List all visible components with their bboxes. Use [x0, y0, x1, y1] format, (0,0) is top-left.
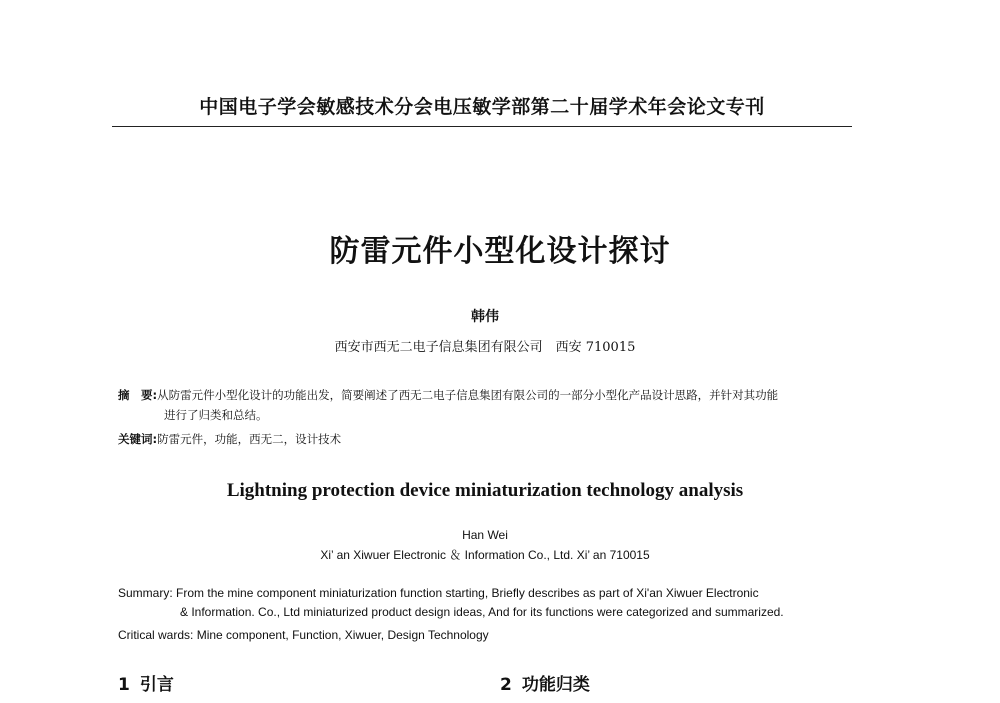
section-title: 引言: [139, 675, 174, 695]
header-rule: [112, 126, 852, 127]
section-heading-function-classification: [500, 670, 590, 695]
section-number: 2: [500, 675, 512, 695]
paper-title-en: Lightning protection device miniaturization technology analysis: [226, 480, 744, 501]
affiliation-en: Xi’ an Xiwuer Electronic ＆ Information Co., Ltd. Xi’ an 710015: [320, 548, 650, 562]
keywords-en: [118, 626, 858, 645]
abstract-cn: [118, 385, 858, 425]
keywords-label-cn: 关键词:: [118, 432, 158, 446]
keywords-value-cn: 防雷元件，功能，西无二，设计技术: [157, 432, 342, 446]
keywords-cn: [118, 429, 858, 449]
section-title: 功能归类: [521, 675, 590, 695]
abstract-label-cn: 摘 要:: [118, 388, 158, 402]
summary-line1-en: From the mine component miniaturization function starting, Briefly describes as part of Xi'an Xiwuer Electronic: [176, 586, 759, 600]
journal-header: 中国电子学会敏感技术分会电压敏学部第二十届学术年会论文专刊: [199, 96, 765, 118]
summary-en: [118, 584, 858, 622]
abstract-line1-cn: 从防雷元件小型化设计的功能出发，简要阐述了西无二电子信息集团有限公司的一部分小型化产品设计思路，并针对其功能: [157, 388, 779, 402]
keywords-value-en: Mine component, Function, Xiwuer, Design Technology: [196, 628, 489, 642]
author-en: Han Wei: [462, 528, 508, 542]
section-heading-introduction: [118, 670, 174, 695]
section-number: 1: [118, 675, 130, 695]
paper-title-cn: 防雷元件小型化设计探讨: [329, 234, 671, 269]
author-cn: 韩伟: [471, 309, 499, 325]
summary-label-en: Summary:: [118, 586, 173, 600]
summary-line2-en: & Information. Co., Ltd miniaturized product design ideas, And for its functions were categorized and summarized.: [180, 605, 784, 619]
affiliation-cn: 西安市西无二电子信息集团有限公司 西安 710015: [334, 340, 636, 355]
abstract-line2-cn: 进行了归类和总结。: [164, 408, 268, 422]
keywords-label-en: Critical wards:: [118, 628, 194, 642]
